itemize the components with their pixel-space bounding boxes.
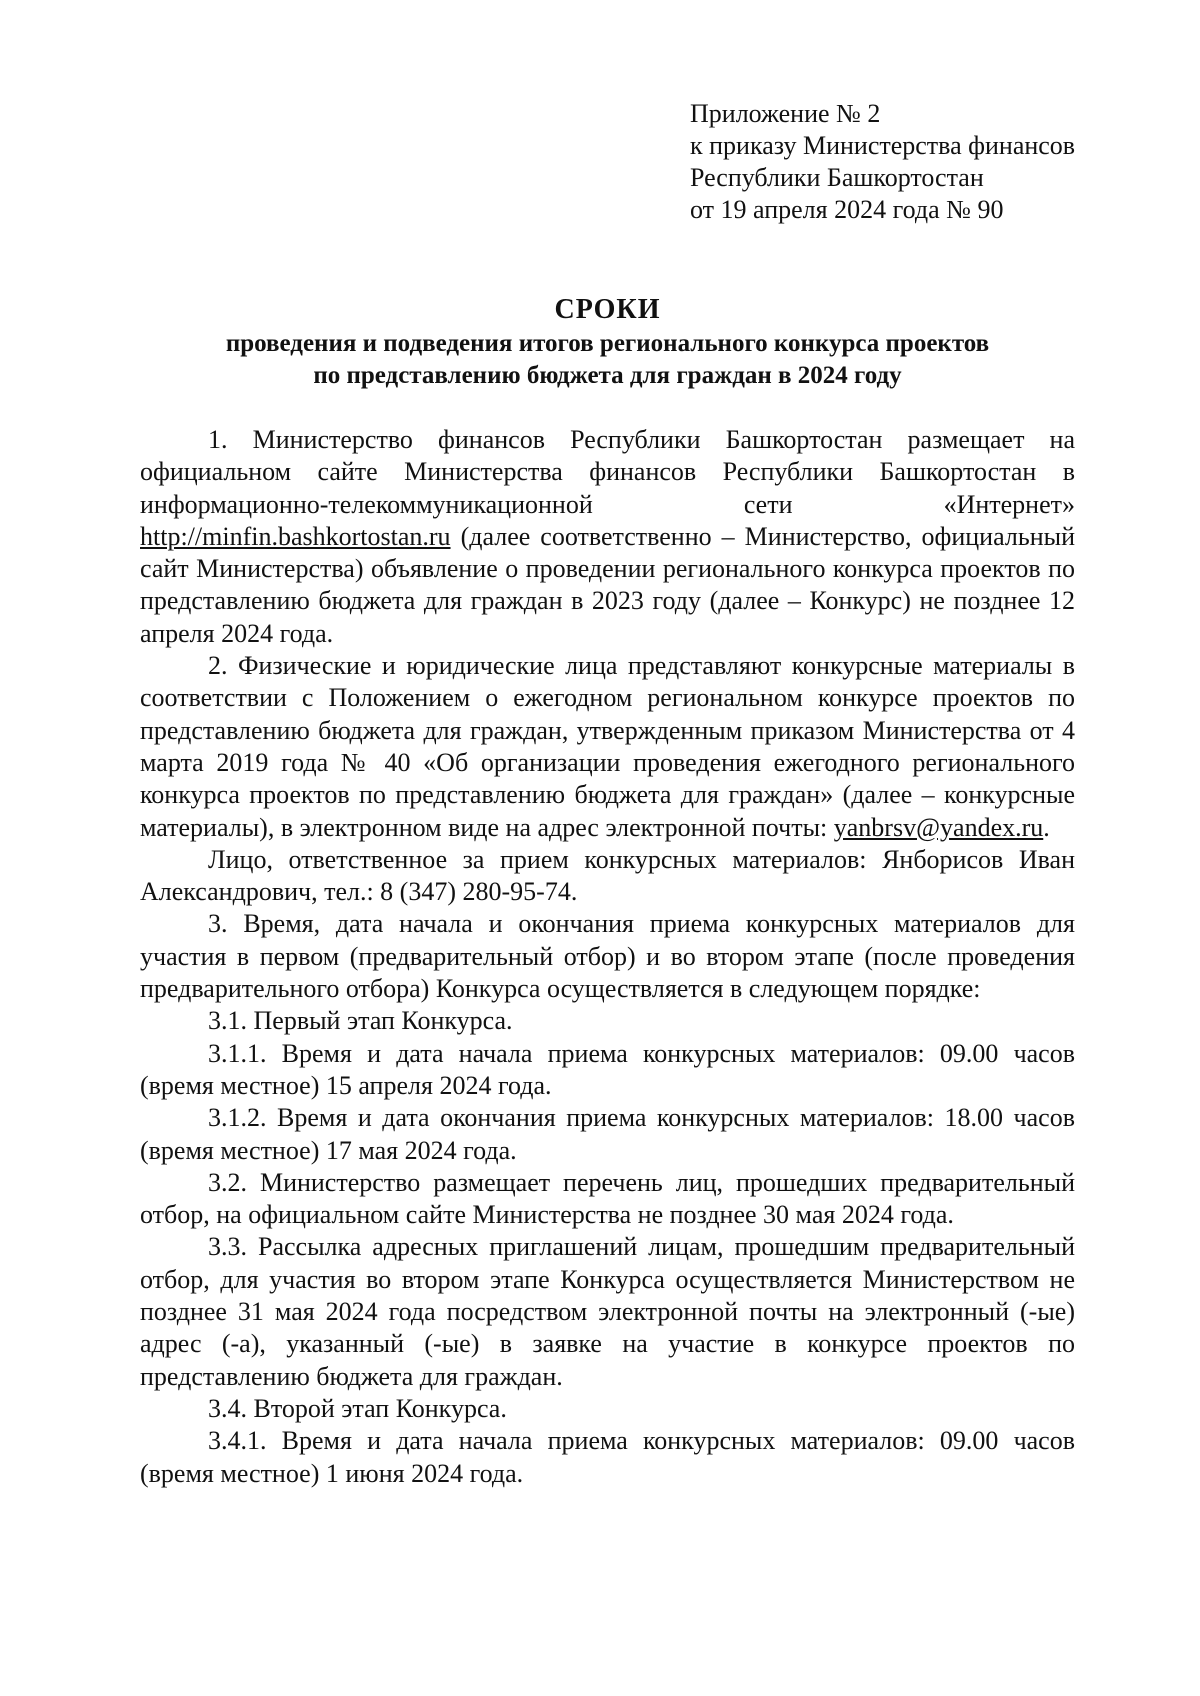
- appendix-order-ref: к приказу Министерства финансов: [690, 131, 1076, 160]
- contact-email-link[interactable]: yanbrsv@yandex.ru: [833, 812, 1044, 842]
- paragraph-contact: Лицо, ответственное за прием конкурсных материалов: Янборисов Иван Александрович, тел.: 8 (347) 280-95-74.: [140, 844, 1075, 907]
- paragraph-3-1-1: 3.1.1. Время и дата начала приема конкурсных материалов: 09.00 часов (время местное) 15 апреля 2024 года.: [140, 1038, 1075, 1100]
- appendix-header: [690, 98, 1150, 226]
- document-body: [140, 424, 1075, 1490]
- paragraph-1-text-end: (далее соответственно – Министерство, официальный сайт Министерства) объявление о проведении регионального конкурса проектов по представлению бюджета для граждан в 2023 году (далее – Конкурс) не позднее 12 апреля 2024 года.: [140, 521, 1075, 648]
- paragraph-3-4-1: 3.4.1. Время и дата начала приема конкурсных материалов: 09.00 часов (время местное) 1 июня 2024 года.: [140, 1426, 1075, 1488]
- paragraph-1-text-start: 1. Министерство финансов Республики Башкортостан размещает на официальном сайте Министерства финансов Республики Башкортостан в информационно-телекоммуникационной сети «Интернет»: [140, 425, 1075, 519]
- paragraph-2-text-start: 2. Физические и юридические лица представляют конкурсные материалы в соответствии с Положением о ежегодном региональном конкурсе проектов по представлению бюджета для граждан, утвержденным приказом Министерства от 4 марта 2019 года № 40 «Об организации проведения ежегодного регионального конкурса проектов по представлению бюджета для граждан» (далее – конкурсные материалы), в электронном виде на адрес электронной почты:: [140, 651, 1075, 842]
- document-title-block: [140, 292, 1075, 392]
- paragraph-3-1-2: 3.1.2. Время и дата окончания приема конкурсных материалов: 18.00 часов (время местное) 17 мая 2024 года.: [140, 1103, 1075, 1165]
- document-title: СРОКИ: [554, 294, 661, 325]
- paragraph-3-4: 3.4. Второй этап Конкурса.: [208, 1393, 507, 1423]
- paragraph-3-3: 3.3. Рассылка адресных приглашений лицам, прошедшим предварительный отбор, для участия во втором этапе Конкурса осуществляется Министерством не позднее 31 мая 2024 года посредством электронной почты на электронный (-ые) адрес (-а), указанный (-ые) в заявке на участие в конкурсе проектов по представлению бюджета для граждан.: [140, 1232, 1075, 1391]
- appendix-republic: Республики Башкортостан: [690, 163, 984, 192]
- paragraph-2: [140, 650, 1075, 844]
- paragraph-3-1: 3.1. Первый этап Конкурса.: [208, 1006, 513, 1036]
- paragraph-2-text-end: .: [1043, 812, 1050, 842]
- appendix-date: от 19 апреля 2024 года № 90: [690, 195, 1004, 224]
- ministry-website-link[interactable]: http://minfin.bashkortostan.ru: [140, 521, 451, 551]
- paragraph-3: 3. Время, дата начала и окончания приема конкурсных материалов для участия в первом (предварительный отбор) и во втором этапе (после проведения предварительного отбора) Конкурса осуществляется в следующем порядке:: [140, 909, 1075, 1004]
- document-subtitle-line-1: проведения и подведения итогов регионального конкурса проектов: [225, 330, 990, 357]
- paragraph-1: [140, 424, 1075, 650]
- document-subtitle-line-2: по представлению бюджета для граждан в 2024 году: [313, 362, 902, 389]
- paragraph-3-2: 3.2. Министерство размещает перечень лиц, прошедших предварительный отбор, на официальном сайте Министерства не позднее 30 мая 2024 года.: [140, 1167, 1075, 1230]
- appendix-number: Приложение № 2: [690, 99, 881, 128]
